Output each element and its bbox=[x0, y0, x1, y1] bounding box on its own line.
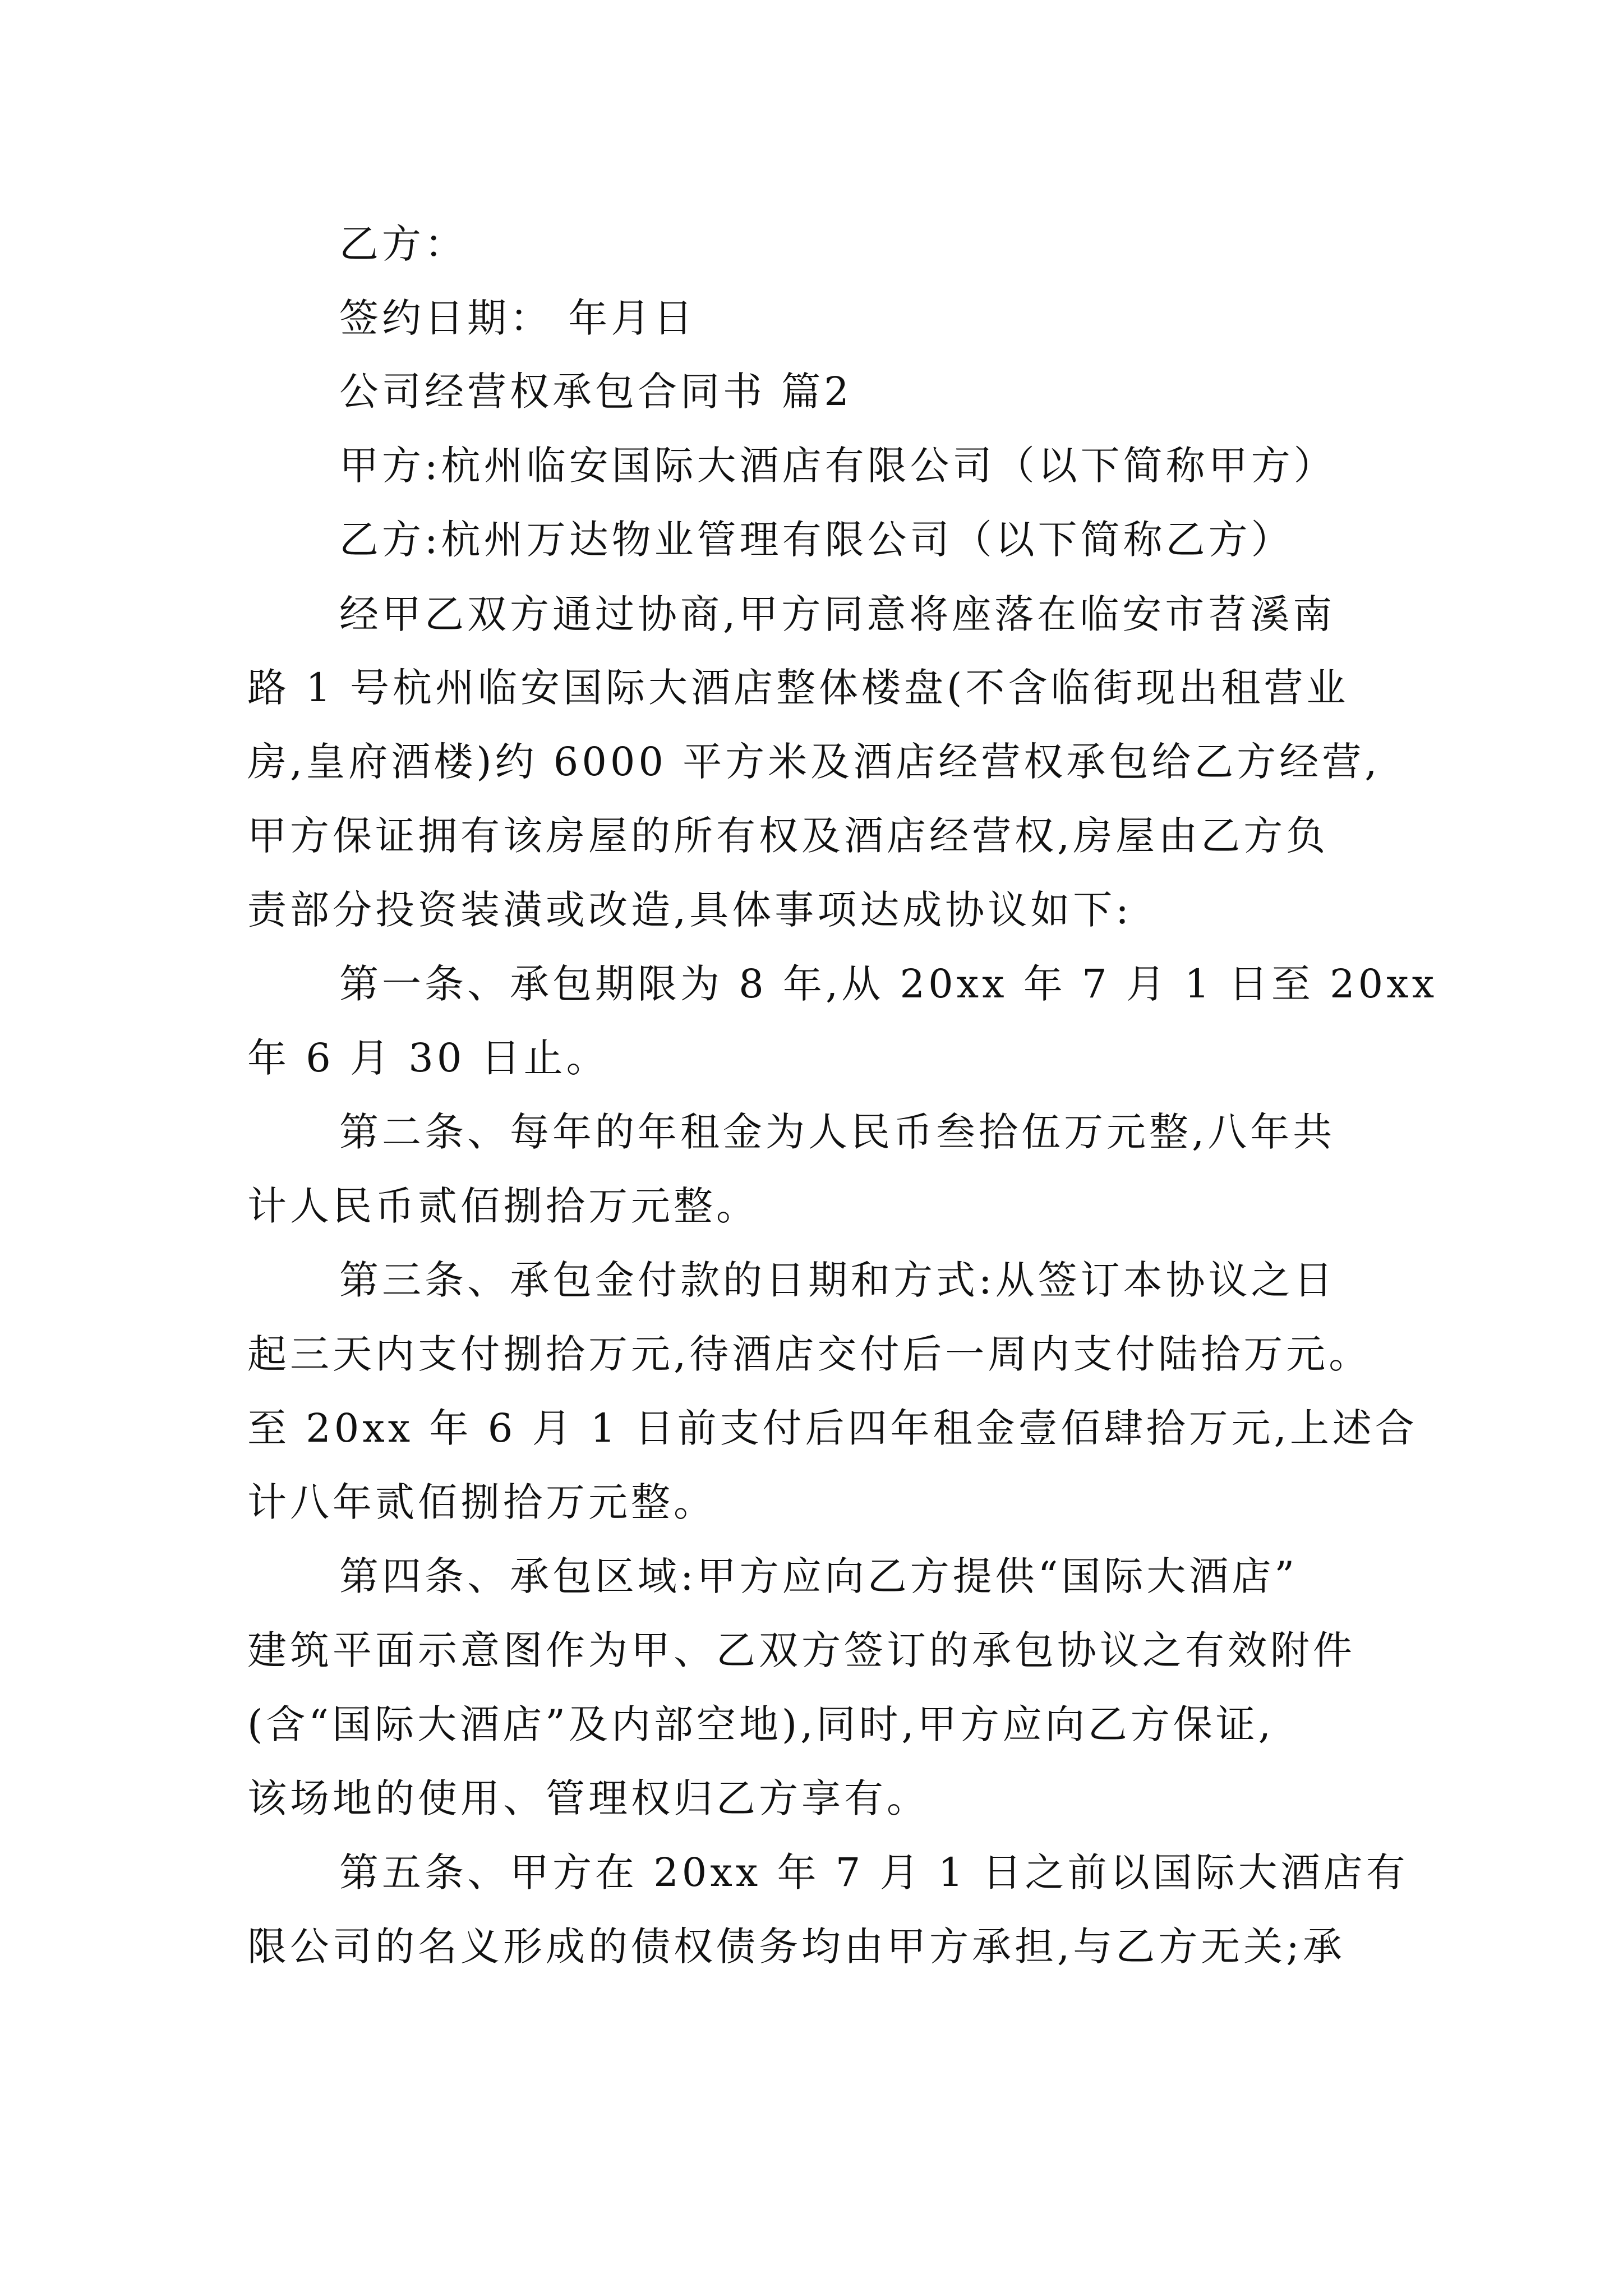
article-4-line-3: (含“国际大酒店”及内部空地),同时,甲方应向乙方保证, bbox=[247, 1701, 1274, 1747]
article-1-line-2: 年 6 月 30 日止。 bbox=[247, 1035, 609, 1081]
article-4-line-2: 建筑平面示意图作为甲、乙双方签订的承包协议之有效附件 bbox=[247, 1627, 1355, 1673]
intro-paragraph-line-1: 经甲乙双方通过协商,甲方同意将座落在临安市苕溪南 bbox=[339, 591, 1336, 637]
intro-paragraph-line-2: 路 1 号杭州临安国际大酒店整体楼盘(不含临街现出租营业 bbox=[247, 665, 1349, 711]
article-4-line-4: 该场地的使用、管理权归乙方享有。 bbox=[247, 1775, 929, 1821]
section-title: 公司经营权承包合同书 篇2 bbox=[339, 369, 852, 415]
party-b-label: 乙方： bbox=[339, 221, 467, 267]
party-b-line: 乙方:杭州万达物业管理有限公司（以下简称乙方） bbox=[339, 517, 1294, 563]
signing-date-line: 签约日期： 年月日 bbox=[339, 295, 697, 341]
intro-paragraph-line-3: 房,皇府酒楼)约 6000 平方米及酒店经营权承包给乙方经营, bbox=[247, 739, 1381, 785]
article-2-line-2: 计人民币贰佰捌拾万元整。 bbox=[247, 1183, 759, 1229]
article-4-line-1: 第四条、承包区域:甲方应向乙方提供“国际大酒店” bbox=[339, 1553, 1298, 1599]
article-3-line-3: 至 20xx 年 6 月 1 日前支付后四年租金壹佰肆拾万元,上述合 bbox=[247, 1405, 1418, 1451]
party-a-line: 甲方:杭州临安国际大酒店有限公司（以下简称甲方） bbox=[339, 443, 1336, 489]
article-5-line-1: 第五条、甲方在 20xx 年 7 月 1 日之前以国际大酒店有 bbox=[339, 1849, 1409, 1895]
intro-paragraph-line-4: 甲方保证拥有该房屋的所有权及酒店经营权,房屋由乙方负 bbox=[247, 813, 1329, 859]
article-5-line-2: 限公司的名义形成的债权债务均由甲方承担,与乙方无关;承 bbox=[247, 1924, 1345, 1970]
article-2-line-1: 第二条、每年的年租金为人民币叁拾伍万元整,八年共 bbox=[339, 1109, 1336, 1155]
article-1-line-1: 第一条、承包期限为 8 年,从 20xx 年 7 月 1 日至 20xx bbox=[339, 961, 1438, 1007]
article-3-line-1: 第三条、承包金付款的日期和方式:从签订本协议之日 bbox=[339, 1257, 1336, 1303]
article-3-line-2: 起三天内支付捌拾万元,待酒店交付后一周内支付陆拾万元。 bbox=[247, 1331, 1372, 1377]
intro-paragraph-line-5: 责部分投资装潢或改造,具体事项达成协议如下: bbox=[247, 887, 1132, 933]
article-3-line-4: 计八年贰佰捌拾万元整。 bbox=[247, 1479, 716, 1525]
